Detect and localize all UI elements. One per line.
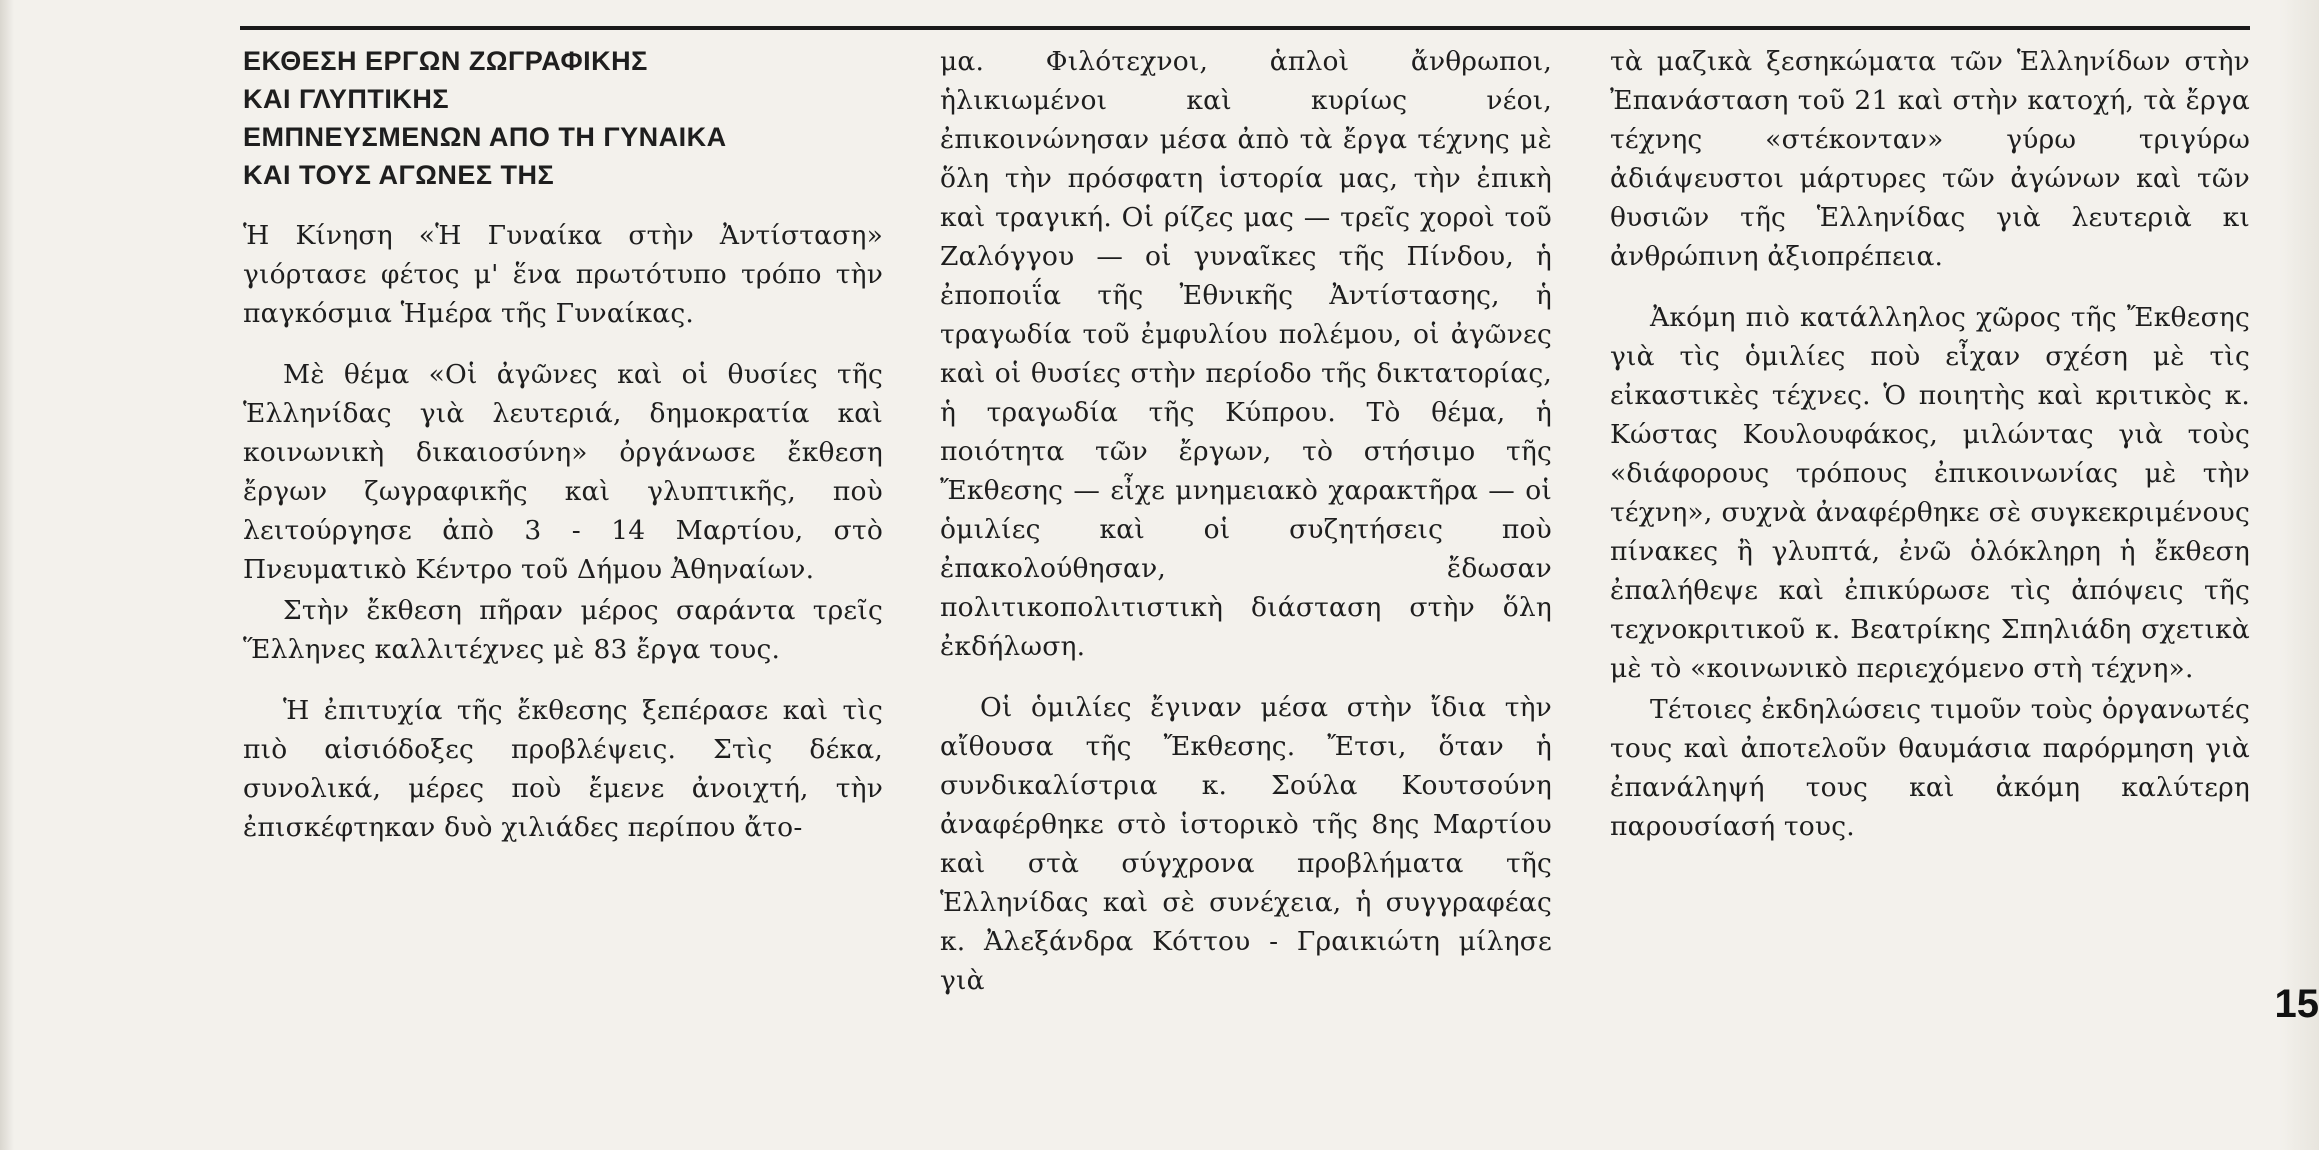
paragraph: Τέτοιες ἐκδηλώσεις τιμοῦν τοὺς ὀργανωτές τους καὶ ἀποτελοῦν θαυμάσια παρόρμηση γιὰ ἐπανάληψή τους καὶ ἀκόμη καλύτερη παρουσίασή τους. [1610,694,2250,842]
page-edge [2279,0,2319,1150]
headline-line: ΕΚΘΕΣΗ ΕΡΓΩΝ ΖΩΓΡΑΦΙΚΗΣ [243,46,648,76]
paragraph: μα. Φιλότεχνοι, ἁπλοὶ ἄνθρωποι, ἡλικιωμένοι καὶ κυρίως νέοι, ἐπικοινώνησαν μέσα ἀπὸ τὰ ἔργα τέχνης μὲ ὅλη τὴν πρόσφατη ἱστορία μας, τὴν ἐπικὴ καὶ τραγική. Οἱ ρίζες μας — τρεῖς χοροὶ τοῦ Ζαλόγγου — οἱ γυναῖκες τῆς Πίνδου, ἡ ἐποποιΐα τῆς Ἐθνικῆς Ἀντίστασης, ἡ τραγωδία τοῦ ἐμφυλίου πολέμου, οἱ ἀγῶνες καὶ οἱ θυσίες στὴν περίοδο τῆς δικτατορίας, ἡ τραγωδία τῆς Κύπρου. Τὸ θέμα, ἡ ποιότητα τῶν ἔργων, τὸ στήσιμο τῆς Ἔκθεσης — εἶχε μνημειακὸ χαρακτῆρα — οἱ ὁμιλίες καὶ οἱ συζητήσεις ποὺ ἐπακολούθησαν, ἔδωσαν πολιτικοπολιτιστικὴ διάσταση στὴν ὅλη ἐκδήλωση. [940,46,1552,662]
headline-line: ΚΑΙ ΤΟΥΣ ΑΓΩΝΕΣ ΤΗΣ [243,160,555,190]
article-column-2 [940,42,1552,1022]
page-number: 15 [2274,982,2319,1026]
article-column-1 [243,42,883,869]
paragraph: Ἡ ἐπιτυχία τῆς ἔκθεσης ξεπέρασε καὶ τὶς πιὸ αἰσιόδοξες προβλέψεις. Στὶς δέκα, συνολικά, μέρες ποὺ ἔμενε ἀνοιχτή, τὴν ἐπισκέφτηκαν δυὸ χιλιάδες περίπου ἄτο- [243,695,883,843]
headline-line: ΕΜΠΝΕΥΣΜΕΝΩΝ ΑΠΟ ΤΗ ΓΥΝΑΙΚΑ [243,122,727,152]
paragraph: Ἡ Κίνηση «Ἡ Γυναίκα στὴν Ἀντίσταση» γιόρτασε φέτος μ' ἕνα πρωτότυπο τρόπο τὴν παγκόσμια Ἡμέρα τῆς Γυναίκας. [243,220,883,329]
page-gutter-shadow [0,0,14,1150]
top-rule-divider [240,26,2250,30]
paragraph: τὰ μαζικὰ ξεσηκώματα τῶν Ἑλληνίδων στὴν Ἐπανάσταση τοῦ 21 καὶ στὴν κατοχή, τὰ ἔργα τέχνης «στέκονταν» γύρω τριγύρω ἀδιάψευστοι μάρτυρες τῶν ἀγώνων καὶ τῶν θυσιῶν τῆς Ἑλληνίδας γιὰ λευτεριὰ κι ἀνθρώπινη ἀξιοπρέπεια. [1610,46,2250,272]
article-headline [243,42,883,194]
headline-line: ΚΑΙ ΓΛΥΠΤΙΚΗΣ [243,84,450,114]
paragraph: Οἱ ὁμιλίες ἔγιναν μέσα στὴν ἴδια τὴν αἴθουσα τῆς Ἔκθεσης. Ἔτσι, ὅταν ἡ συνδικαλίστρια κ. Σούλα Κουτσούνη ἀναφέρθηκε στὸ ἱστορικὸ τῆς 8ης Μαρτίου καὶ στὰ σύγχρονα προβλήματα τῆς Ἑλληνίδας καὶ σὲ συνέχεια, ἡ συγγραφέας κ. Ἀλεξάνδρα Κόττου - Γραικιώτη μίλησε γιὰ [940,692,1552,996]
article-column-3 [1610,42,2250,868]
paragraph: Στὴν ἔκθεση πῆραν μέρος σαράντα τρεῖς Ἕλληνες καλλιτέχνες μὲ 83 ἔργα τους. [243,595,883,665]
paragraph: Μὲ θέμα «Οἱ ἀγῶνες καὶ οἱ θυσίες τῆς Ἑλληνίδας γιὰ λευτεριά, δημοκρατία καὶ κοινωνικὴ δικαιοσύνη» ὀργάνωσε ἔκθεση ἔργων ζωγραφικῆς καὶ γλυπτικῆς, ποὺ λειτούργησε ἀπὸ 3 - 14 Μαρτίου, στὸ Πνευματικὸ Κέντρο τοῦ Δήμου Ἀθηναίων. [243,359,883,585]
paragraph: Ἀκόμη πιὸ κατάλληλος χῶρος τῆς Ἔκθεσης γιὰ τὶς ὁμιλίες ποὺ εἶχαν σχέση μὲ τὶς εἰκαστικὲς τέχνες. Ὁ ποιητὴς καὶ κριτικὸς κ. Κώστας Κουλουφάκος, μιλώντας γιὰ τοὺς «διάφορους τρόπους ἐπικοινωνίας μὲ τὴν τέχνη», συχνὰ ἀναφέρθηκε σὲ συγκεκριμένους πίνακες ἢ γλυπτά, ἐνῶ ὁλόκληρη ἡ ἔκθεση ἐπαλήθεψε καὶ ἐπικύρωσε τὶς ἀπόψεις τῆς τεχνοκριτικοῦ κ. Βεατρίκης Σπηλιάδη σχετικὰ μὲ τὸ «κοινωνικὸ περιεχόμενο στὴ τέχνη». [1610,302,2250,684]
